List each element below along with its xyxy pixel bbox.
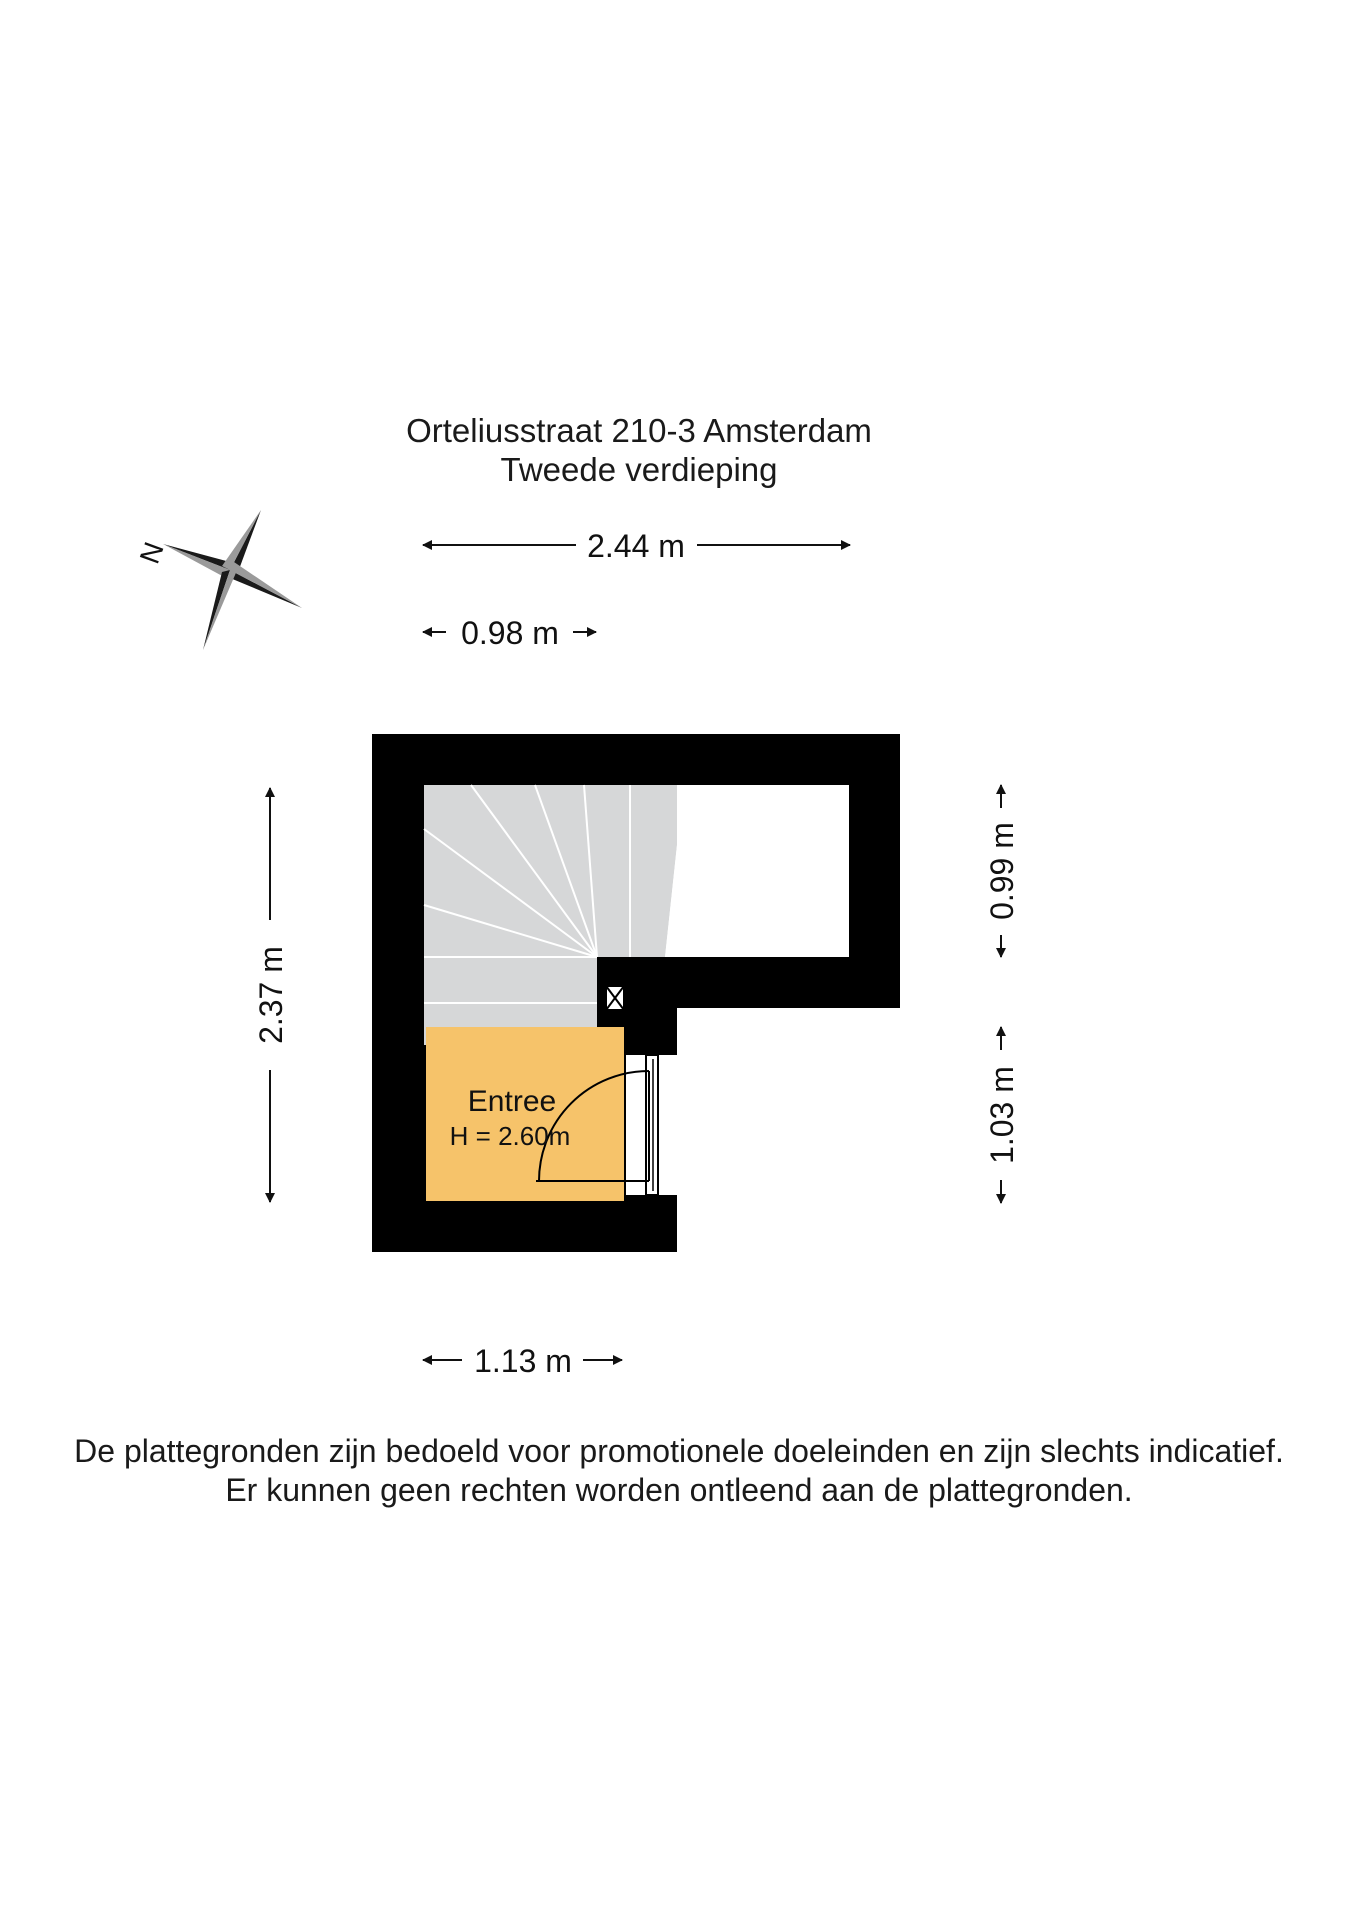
dimension-label: 0.98 m: [461, 615, 559, 651]
room-name: Entree: [467, 1085, 557, 1118]
dimension-right-upper: [984, 785, 1020, 957]
dimension-right-lower: [984, 1027, 1020, 1203]
dimension-top-total: [423, 528, 850, 564]
dimension-label: 1.03 m: [984, 1066, 1020, 1164]
disclaimer-line-2: Er kunnen geen rechten worden ontleend aan de plattegronden.: [225, 1472, 1133, 1508]
compass-rose-icon: [133, 510, 302, 650]
disclaimer-line-1: De plattegronden zijn bedoeld voor promotionele doeleinden en zijn slechts indicatief.: [74, 1433, 1284, 1469]
dimension-left-height: [253, 788, 289, 1202]
north-label: N: [133, 537, 170, 568]
dimension-label: 1.13 m: [474, 1343, 572, 1379]
shaft-icon: [606, 986, 624, 1010]
dimension-top-partial: [423, 615, 596, 651]
address-title: Orteliusstraat 210-3 Amsterdam: [406, 412, 872, 449]
room-height: H = 2.60m: [449, 1121, 571, 1151]
dimension-label: 2.37 m: [253, 946, 289, 1044]
dimension-bottom-width: [423, 1343, 622, 1379]
dimension-label: 0.99 m: [984, 822, 1020, 920]
dimension-label: 2.44 m: [587, 528, 685, 564]
floor-title: Tweede verdieping: [500, 451, 778, 488]
